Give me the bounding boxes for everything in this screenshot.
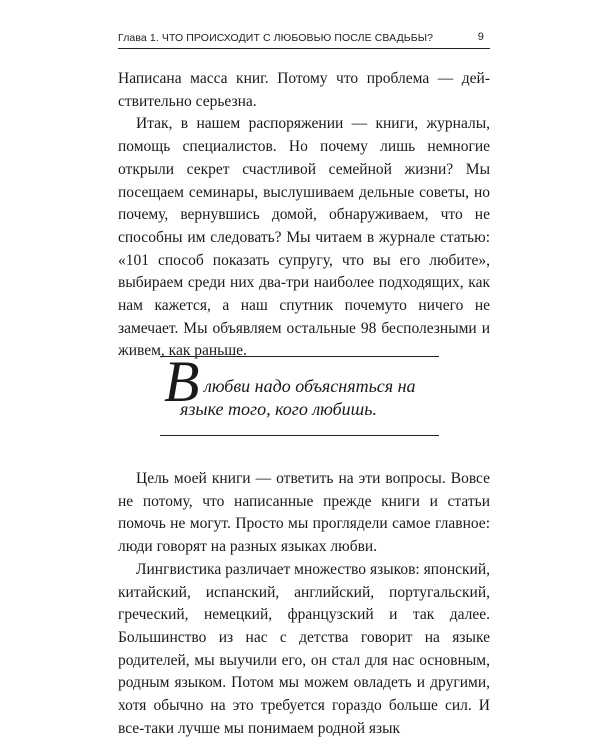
- body-text-bottom: [118, 468, 490, 740]
- chapter-title: Глава 1. ЧТО ПРОИСХОДИТ С ЛЮБОВЬЮ ПОСЛЕ СВАДЬБЫ?: [118, 32, 434, 44]
- paragraph-2: Итак, в нашем распоряжении — книги, журналы, помощь специалистов. Но почему лишь немногие открыли секрет счастливой семейной жизни? Мы посещаем семинары, выслушиваем дельные советы, но почему, вернувшись домой, обнаруживаем, что не способны им следовать? Мы читаем в журнале статью: «101 способ показать супругу, что вы его любите», выбираем среди них два-три наиболее подходящих, как нам кажется, а наш спутник почемуто ничего не замечает. Мы объявляем остальные 98 бесполезными и живем, как раньше.: [118, 115, 490, 360]
- paragraph-1: Написана масса книг. Потому что проблема — действительно серьезна.: [118, 70, 490, 110]
- pull-quote: [160, 349, 439, 436]
- body-text-top: [118, 68, 490, 363]
- paragraph-4: Лингвистика различает множество языков: японский, китайский, испанский, английский, португальский, греческий, немецкий, французский и так далее. Большинство из нас с детства говорит на языке родителей, мы выучили его, он стал для нас основным, родным языком. Потом мы можем овладеть и другими, хотя обычно на это требуется гораздо больше сил. И все-таки лучше мы понимаем родной язык: [118, 560, 490, 737]
- page-number: 9: [477, 31, 484, 43]
- paragraph-3: Цель моей книги — ответить на эти вопросы. Вовсе не потому, что написанные прежде книги и статьи помочь не могут. Просто мы проглядели самое главное: люди говорят на разных языках любви.: [118, 470, 490, 556]
- pull-quote-text: [180, 375, 436, 421]
- pull-quote-dropcap: В: [164, 349, 200, 414]
- pull-quote-line-1: любви надо объясняться на: [204, 376, 416, 396]
- pull-quote-line-2: языке того, кого любишь.: [180, 399, 377, 419]
- running-header: [118, 30, 490, 49]
